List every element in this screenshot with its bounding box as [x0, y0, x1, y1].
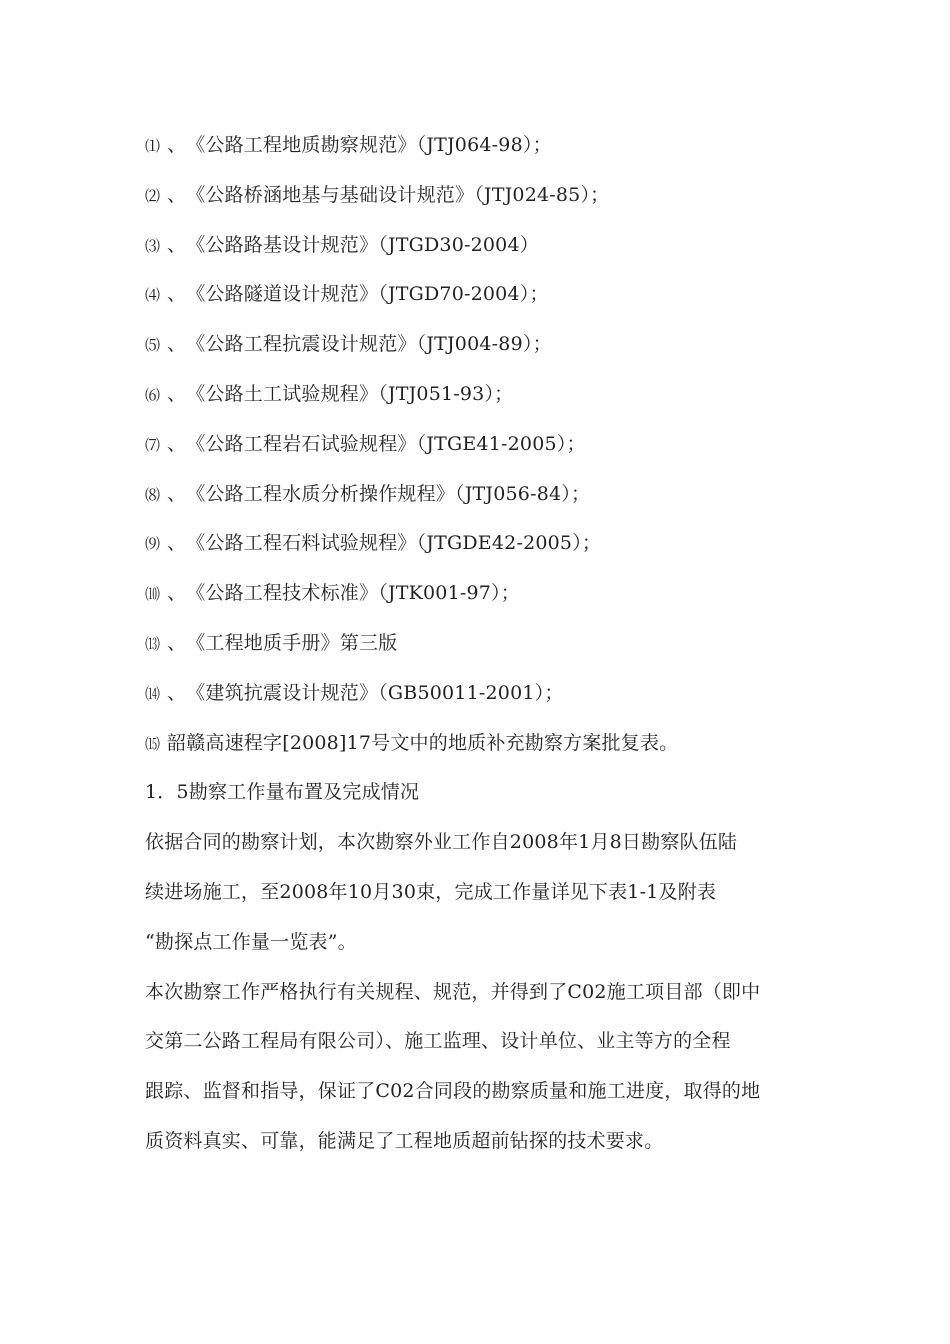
reference-text: 《建筑抗震设计规范》（GB50011-2001）； [186, 681, 564, 704]
reference-item [145, 171, 825, 221]
reference-separator: 、 [167, 432, 187, 455]
reference-text: 《公路工程石料试验规程》（JTGDE42-2005）； [186, 532, 602, 555]
reference-text: 《公路工程地质勘察规范》（JTJ064-98）； [186, 134, 552, 156]
reference-separator: 、 [167, 482, 187, 505]
reference-number: ⑴ [145, 137, 161, 155]
reference-item [145, 320, 825, 370]
reference-number: ⑸ [145, 336, 161, 355]
paragraph-line: “勘探点工作量一览表”。 [145, 930, 357, 953]
reference-separator: 、 [167, 233, 187, 256]
page-content [145, 121, 825, 1167]
reference-item [145, 470, 825, 520]
reference-text: 《公路工程技术标准》（JTK001-97）； [186, 582, 520, 605]
paragraph-line: 交第二公路工程局有限公司）、施工监理、设计单位、业主等方的全程 [145, 1030, 731, 1053]
reference-item [145, 270, 825, 320]
paragraph-line: 跟踪、监督和指导，保证了C02合同段的勘察质量和施工进度，取得的地 [145, 1080, 761, 1103]
reference-text: 《公路路基设计规范》（JTGD30-2004） [186, 233, 539, 256]
reference-separator: 、 [167, 681, 187, 704]
reference-text: 《公路工程抗震设计规范》（JTJ004-89）； [186, 333, 552, 356]
reference-item [145, 619, 825, 669]
reference-number: ⒀ [145, 634, 161, 653]
reference-number: ⑷ [145, 286, 161, 305]
reference-separator: 、 [167, 333, 187, 356]
reference-number: ⑺ [145, 435, 161, 454]
reference-separator: 、 [167, 631, 187, 654]
reference-item [145, 221, 825, 271]
reference-item [145, 669, 825, 719]
section-body [145, 768, 825, 1166]
reference-number: ⑽ [145, 585, 161, 604]
reference-number: ⑻ [145, 485, 161, 504]
reference-item [145, 569, 825, 619]
reference-number: ⒂ [145, 734, 161, 753]
reference-separator: 、 [167, 183, 187, 206]
reference-text: 《工程地质手册》第三版 [186, 631, 398, 654]
reference-item [145, 121, 825, 171]
reference-number: ⑵ [145, 186, 161, 205]
paragraph-line: 续进场施工，至2008年10月30束，完成工作量详见下表1-1及附表 [145, 880, 717, 903]
paragraph-line: 依据合同的勘察计划，本次勘察外业工作自2008年1月8日勘察队伍陆 [145, 831, 738, 854]
reference-text: 韶赣高速程字[2008]17号文中的地质补充勘察方案批复表。 [167, 731, 679, 754]
reference-number: ⑶ [145, 236, 161, 255]
section-heading: 1．5勘察工作量布置及完成情况 [145, 781, 420, 804]
reference-separator: 、 [167, 134, 187, 156]
paragraph-line: 质资料真实、可靠，能满足了工程地质超前钻探的技术要求。 [145, 1129, 664, 1152]
reference-separator: 、 [167, 582, 187, 605]
paragraph-line: 本次勘察工作严格执行有关规程、规范，并得到了C02施工项目部（即中 [145, 980, 761, 1003]
reference-item [145, 719, 825, 769]
reference-separator: 、 [167, 382, 187, 405]
reference-separator: 、 [167, 283, 187, 306]
reference-item [145, 370, 825, 420]
reference-text: 《公路土工试验规程》（JTJ051-93）； [186, 382, 514, 405]
reference-separator: 、 [167, 532, 187, 555]
reference-text: 《公路工程岩石试验规程》（JTGE41-2005）； [186, 432, 586, 455]
reference-item [145, 519, 825, 569]
reference-number: ⒁ [145, 684, 161, 703]
reference-item [145, 420, 825, 470]
reference-number: ⑹ [145, 385, 161, 404]
reference-text: 《公路工程水质分析操作规程》（JTJ056-84）； [186, 482, 591, 505]
reference-number: ⑼ [145, 535, 161, 554]
reference-text: 《公路隧道设计规范》（JTGD70-2004）； [186, 283, 549, 306]
reference-text: 《公路桥涵地基与基础设计规范》（JTJ024-85）； [186, 183, 610, 206]
reference-list [145, 121, 825, 768]
